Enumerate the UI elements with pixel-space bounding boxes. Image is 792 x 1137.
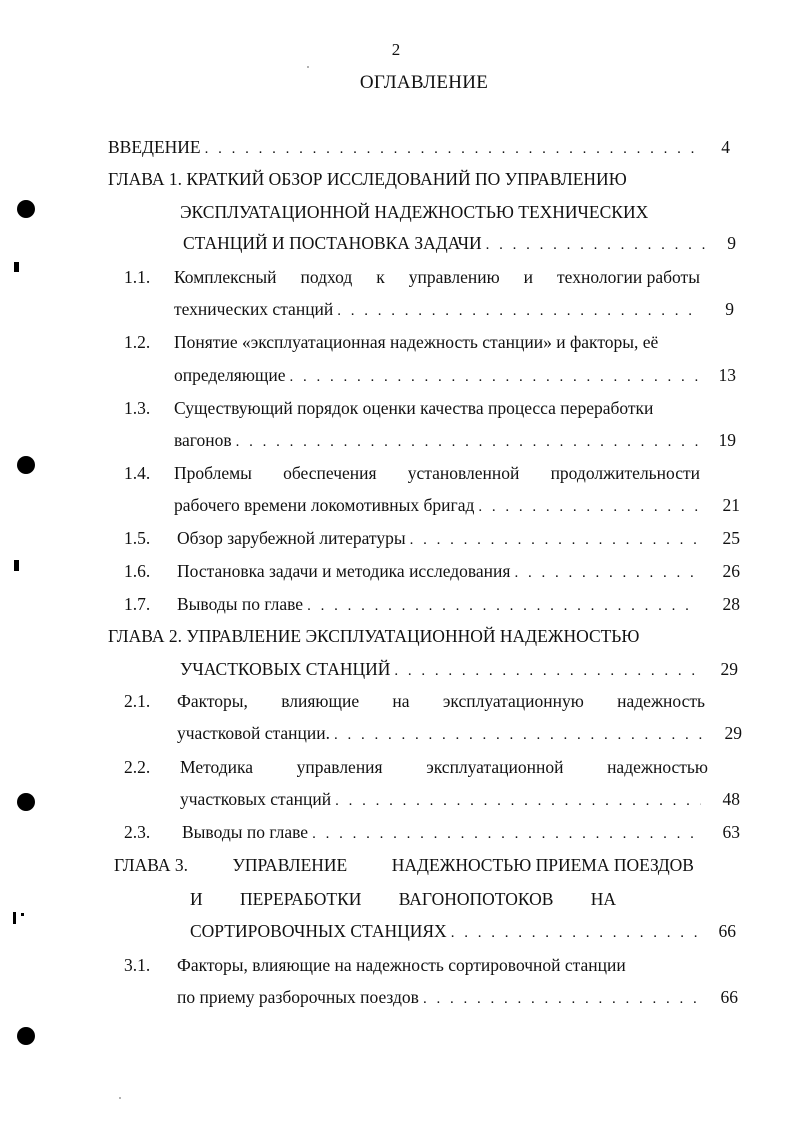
- scan-speck-2: [119, 1097, 121, 1099]
- entry-page: 9: [727, 233, 736, 253]
- section-number: 1.6.: [124, 561, 151, 581]
- toc-entry-1-5[interactable]: Обзор зарубежной литературы . . . 25: [177, 525, 740, 551]
- dot-leader: [236, 429, 701, 455]
- binder-hole-3: [17, 793, 35, 811]
- binder-mark-4: [21, 913, 24, 916]
- binder-mark-1: [14, 262, 19, 272]
- dot-leader: [514, 560, 700, 586]
- dot-leader: [205, 136, 698, 162]
- toc-entry-2-2-line-1[interactable]: Методика управления эксплуатационной надежностью: [180, 757, 708, 777]
- toc-entry-chapter-1[interactable]: [183, 230, 736, 256]
- dot-leader: [410, 527, 701, 553]
- section-number: 1.1.: [124, 267, 151, 287]
- entry-page: 66: [720, 987, 738, 1007]
- dot-leader: [312, 821, 700, 847]
- entry-page: 66: [718, 921, 736, 941]
- dot-leader: [486, 232, 708, 258]
- entry-page: 26: [722, 561, 740, 581]
- entry-page: 28: [722, 594, 740, 614]
- entry-page: 4: [721, 137, 730, 157]
- dot-leader: [423, 986, 701, 1012]
- page-number: 2: [391, 40, 401, 59]
- toc-entry-1-3-line-1[interactable]: Существующий порядок оценки качества процесса переработки: [174, 398, 654, 418]
- toc-entry-1-2[interactable]: определяющие . . . 13: [174, 362, 736, 388]
- dot-leader: [478, 494, 700, 520]
- section-number: 1.7.: [124, 594, 151, 614]
- toc-entry-3-1[interactable]: по приему разборочных поездов . . . 66: [177, 984, 738, 1010]
- dot-leader: [290, 364, 701, 390]
- toc-entry-3-1-line-1[interactable]: Факторы, влияющие на надежность сортировочной станции: [177, 955, 626, 975]
- toc-entry-1-3[interactable]: вагонов . . . 19: [174, 427, 736, 453]
- section-number: 1.2.: [124, 332, 151, 352]
- toc-entry-1-6[interactable]: Постановка задачи и методика исследования . . . 26: [177, 558, 740, 584]
- entry-page: 19: [718, 430, 736, 450]
- binder-mark-2: [14, 560, 19, 571]
- entry-page: 63: [722, 822, 740, 842]
- dot-leader: [334, 722, 705, 748]
- section-number: 2.3.: [124, 822, 151, 842]
- entry-page: 29: [720, 659, 738, 679]
- entry-page: 25: [722, 528, 740, 548]
- toc-title: ОГЛАВЛЕНИЕ: [359, 72, 489, 93]
- section-number: 2.1.: [124, 691, 151, 711]
- chapter-2-title-line-1[interactable]: ГЛАВА 2. УПРАВЛЕНИЕ ЭКСПЛУАТАЦИОННОЙ НАДЕЖНОСТЬЮ: [108, 626, 640, 646]
- chapter-3-title-line-1[interactable]: ГЛАВА 3. УПРАВЛЕНИЕ НАДЕЖНОСТЬЮ ПРИЕМА ПОЕЗДОВ: [114, 855, 694, 875]
- toc-entry-1-4-line-1[interactable]: Проблемы обеспечения установленной продолжительности: [174, 463, 700, 483]
- toc-entry-2-1-line-1[interactable]: Факторы, влияющие на эксплуатационную надежность: [177, 691, 705, 711]
- entry-page: 48: [722, 789, 740, 809]
- dot-leader: [335, 788, 700, 814]
- toc-entry-2-3[interactable]: Выводы по главе . . . 63: [182, 819, 740, 845]
- chapter-1-title-line-2[interactable]: ЭКСПЛУАТАЦИОННОЙ НАДЕЖНОСТЬЮ ТЕХНИЧЕСКИХ: [180, 202, 649, 222]
- section-number: 3.1.: [124, 955, 151, 975]
- section-number: 1.4.: [124, 463, 151, 483]
- toc-entry-1-1-line-1[interactable]: Комплексный подход к управлению и технологии работы: [174, 267, 700, 287]
- entry-page: 13: [718, 365, 736, 385]
- toc-entry-2-2[interactable]: участковых станций . . . 48: [180, 786, 740, 812]
- toc-entry-introduction[interactable]: [108, 134, 730, 160]
- binder-mark-3: [13, 912, 16, 924]
- toc-entry-1-4[interactable]: рабочего времени локомотивных бригад . . . 21: [174, 492, 740, 518]
- scan-speck-1: [307, 66, 309, 68]
- dot-leader: [394, 658, 700, 684]
- binder-hole-4: [17, 1027, 35, 1045]
- toc-entry-1-1[interactable]: технических станций . . . 9: [174, 296, 734, 322]
- binder-hole-2: [17, 456, 35, 474]
- entry-label: ВВЕДЕНИЕ: [108, 137, 201, 157]
- section-number: 1.3.: [124, 398, 151, 418]
- toc-entry-1-7[interactable]: Выводы по главе . . . 28: [177, 591, 740, 617]
- entry-page: 29: [724, 723, 742, 743]
- chapter-1-title-line-1[interactable]: ГЛАВА 1. КРАТКИЙ ОБЗОР ИССЛЕДОВАНИЙ ПО УПРАВЛЕНИЮ: [108, 169, 627, 189]
- toc-entry-chapter-2[interactable]: УЧАСТКОВЫХ СТАНЦИЙ . . . 29: [180, 656, 738, 682]
- toc-entry-2-1[interactable]: участковой станции. . . . 29: [177, 720, 742, 746]
- section-number: 2.2.: [124, 757, 151, 777]
- chapter-1-title-line-3: СТАНЦИЙ И ПОСТАНОВКА ЗАДАЧИ: [183, 233, 482, 253]
- binder-hole-1: [17, 200, 35, 218]
- chapter-3-title-line-2[interactable]: И ПЕРЕРАБОТКИ ВАГОНОПОТОКОВ НА: [190, 889, 616, 909]
- dot-leader: [337, 298, 701, 324]
- toc-entry-chapter-3[interactable]: СОРТИРОВОЧНЫХ СТАНЦИЯХ . . . 66: [190, 918, 736, 944]
- dot-leader: [451, 920, 701, 946]
- entry-page: 21: [722, 495, 740, 515]
- toc-entry-1-2-line-1[interactable]: Понятие «эксплуатационная надежность станции» и факторы, её: [174, 332, 659, 352]
- section-number: 1.5.: [124, 528, 151, 548]
- dot-leader: [307, 593, 698, 619]
- entry-page: 9: [725, 299, 734, 319]
